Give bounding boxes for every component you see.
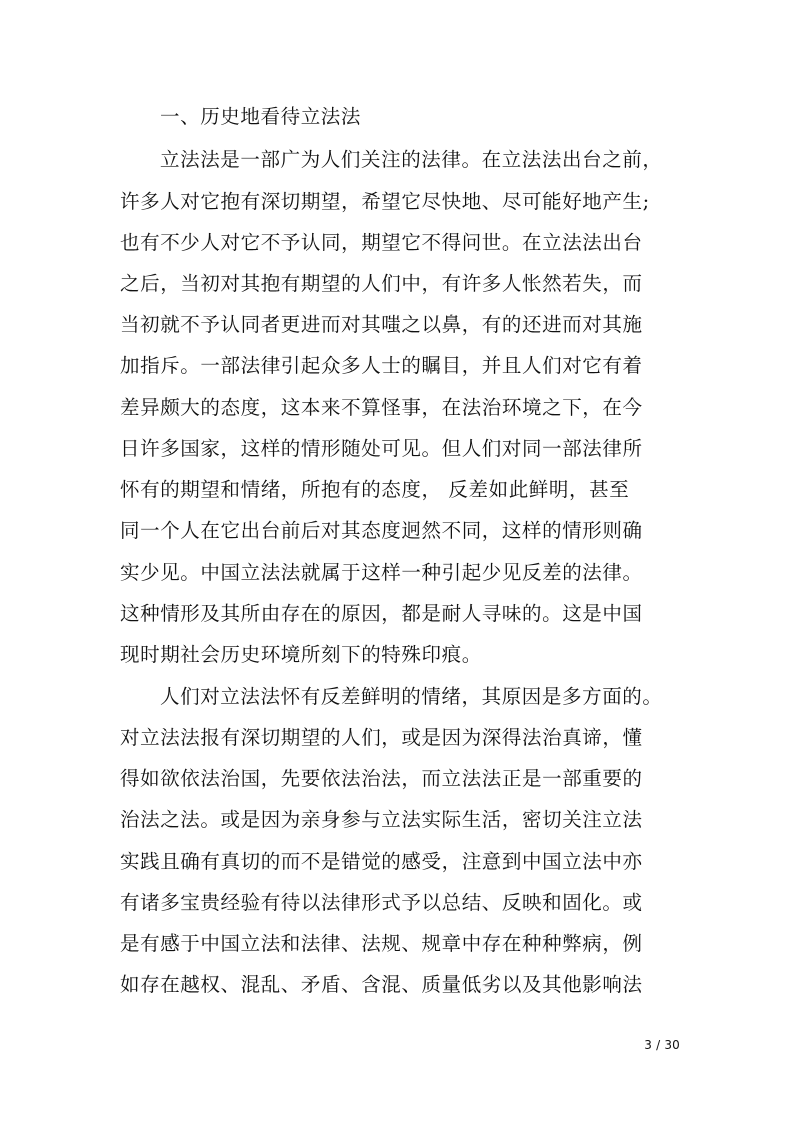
paragraph-line: 当初就不予认同者更进而对其嗤之以鼻，有的还进而对其施 (120, 313, 643, 336)
paragraph-line: 实践且确有真切的而不是错觉的感受，注意到中国立法中亦 (120, 850, 643, 873)
paragraph-line: 差异颇大的态度，这本来不算怪事，在法治环境之下，在今 (120, 396, 643, 419)
paragraph-line: 治法之法。或是因为亲身参与立法实际生活，密切关注立法 (120, 808, 643, 831)
page-number: 3 / 30 (644, 1038, 680, 1052)
paragraph-line: 同一个人在它出台前后对其态度迥然不同，这样的情形则确 (120, 519, 643, 542)
paragraph-line: 现时期社会历史环境所刻下的特殊印痕。 (120, 643, 482, 666)
paragraph-line: 许多人对它抱有深切期望，希望它尽快地、尽可能好地产生; (120, 190, 650, 213)
paragraph-line: 实少见。中国立法法就属于这样一种引起少见反差的法律。 (120, 561, 643, 584)
paragraph-line: 加指斥。一部法律引起众多人士的瞩目，并且人们对它有着 (120, 354, 643, 377)
paragraph-line: 是有感于中国立法和法律、法规、规章中存在种种弊病，例 (120, 932, 643, 955)
paragraph-line: 有诸多宝贵经验有待以法律形式予以总结、反映和固化。或 (120, 891, 643, 914)
paragraph-line: 立法法是一部广为人们关注的法律。在立法法出台之前， (160, 148, 663, 171)
paragraph-line: 之后，当初对其抱有期望的人们中，有许多人怅然若失，而 (120, 272, 643, 295)
paragraph-line: 人们对立法法怀有反差鲜明的情绪，其原因是多方面的。 (160, 685, 663, 708)
paragraph-line: 怀有的期望和情绪，所抱有的态度， 反差如此鲜明，甚至 (120, 478, 630, 501)
paragraph-line: 如存在越权、混乱、矛盾、含混、质量低劣以及其他影响法 (120, 973, 643, 996)
paragraph-line: 这种情形及其所由存在的原因，都是耐人寻味的。这是中国 (120, 602, 643, 625)
section-heading: 一、历史地看待立法法 (160, 105, 362, 128)
paragraph-line: 得如欲依法治国，先要依法治法，而立法法正是一部重要的 (120, 767, 643, 790)
paragraph-line: 也有不少人对它不予认同，期望它不得问世。在立法法出台 (120, 231, 643, 254)
paragraph-line: 对立法法报有深切期望的人们，或是因为深得法治真谛，懂 (120, 726, 643, 749)
paragraph-line: 日许多国家，这样的情形随处可见。但人们对同一部法律所 (120, 437, 643, 460)
